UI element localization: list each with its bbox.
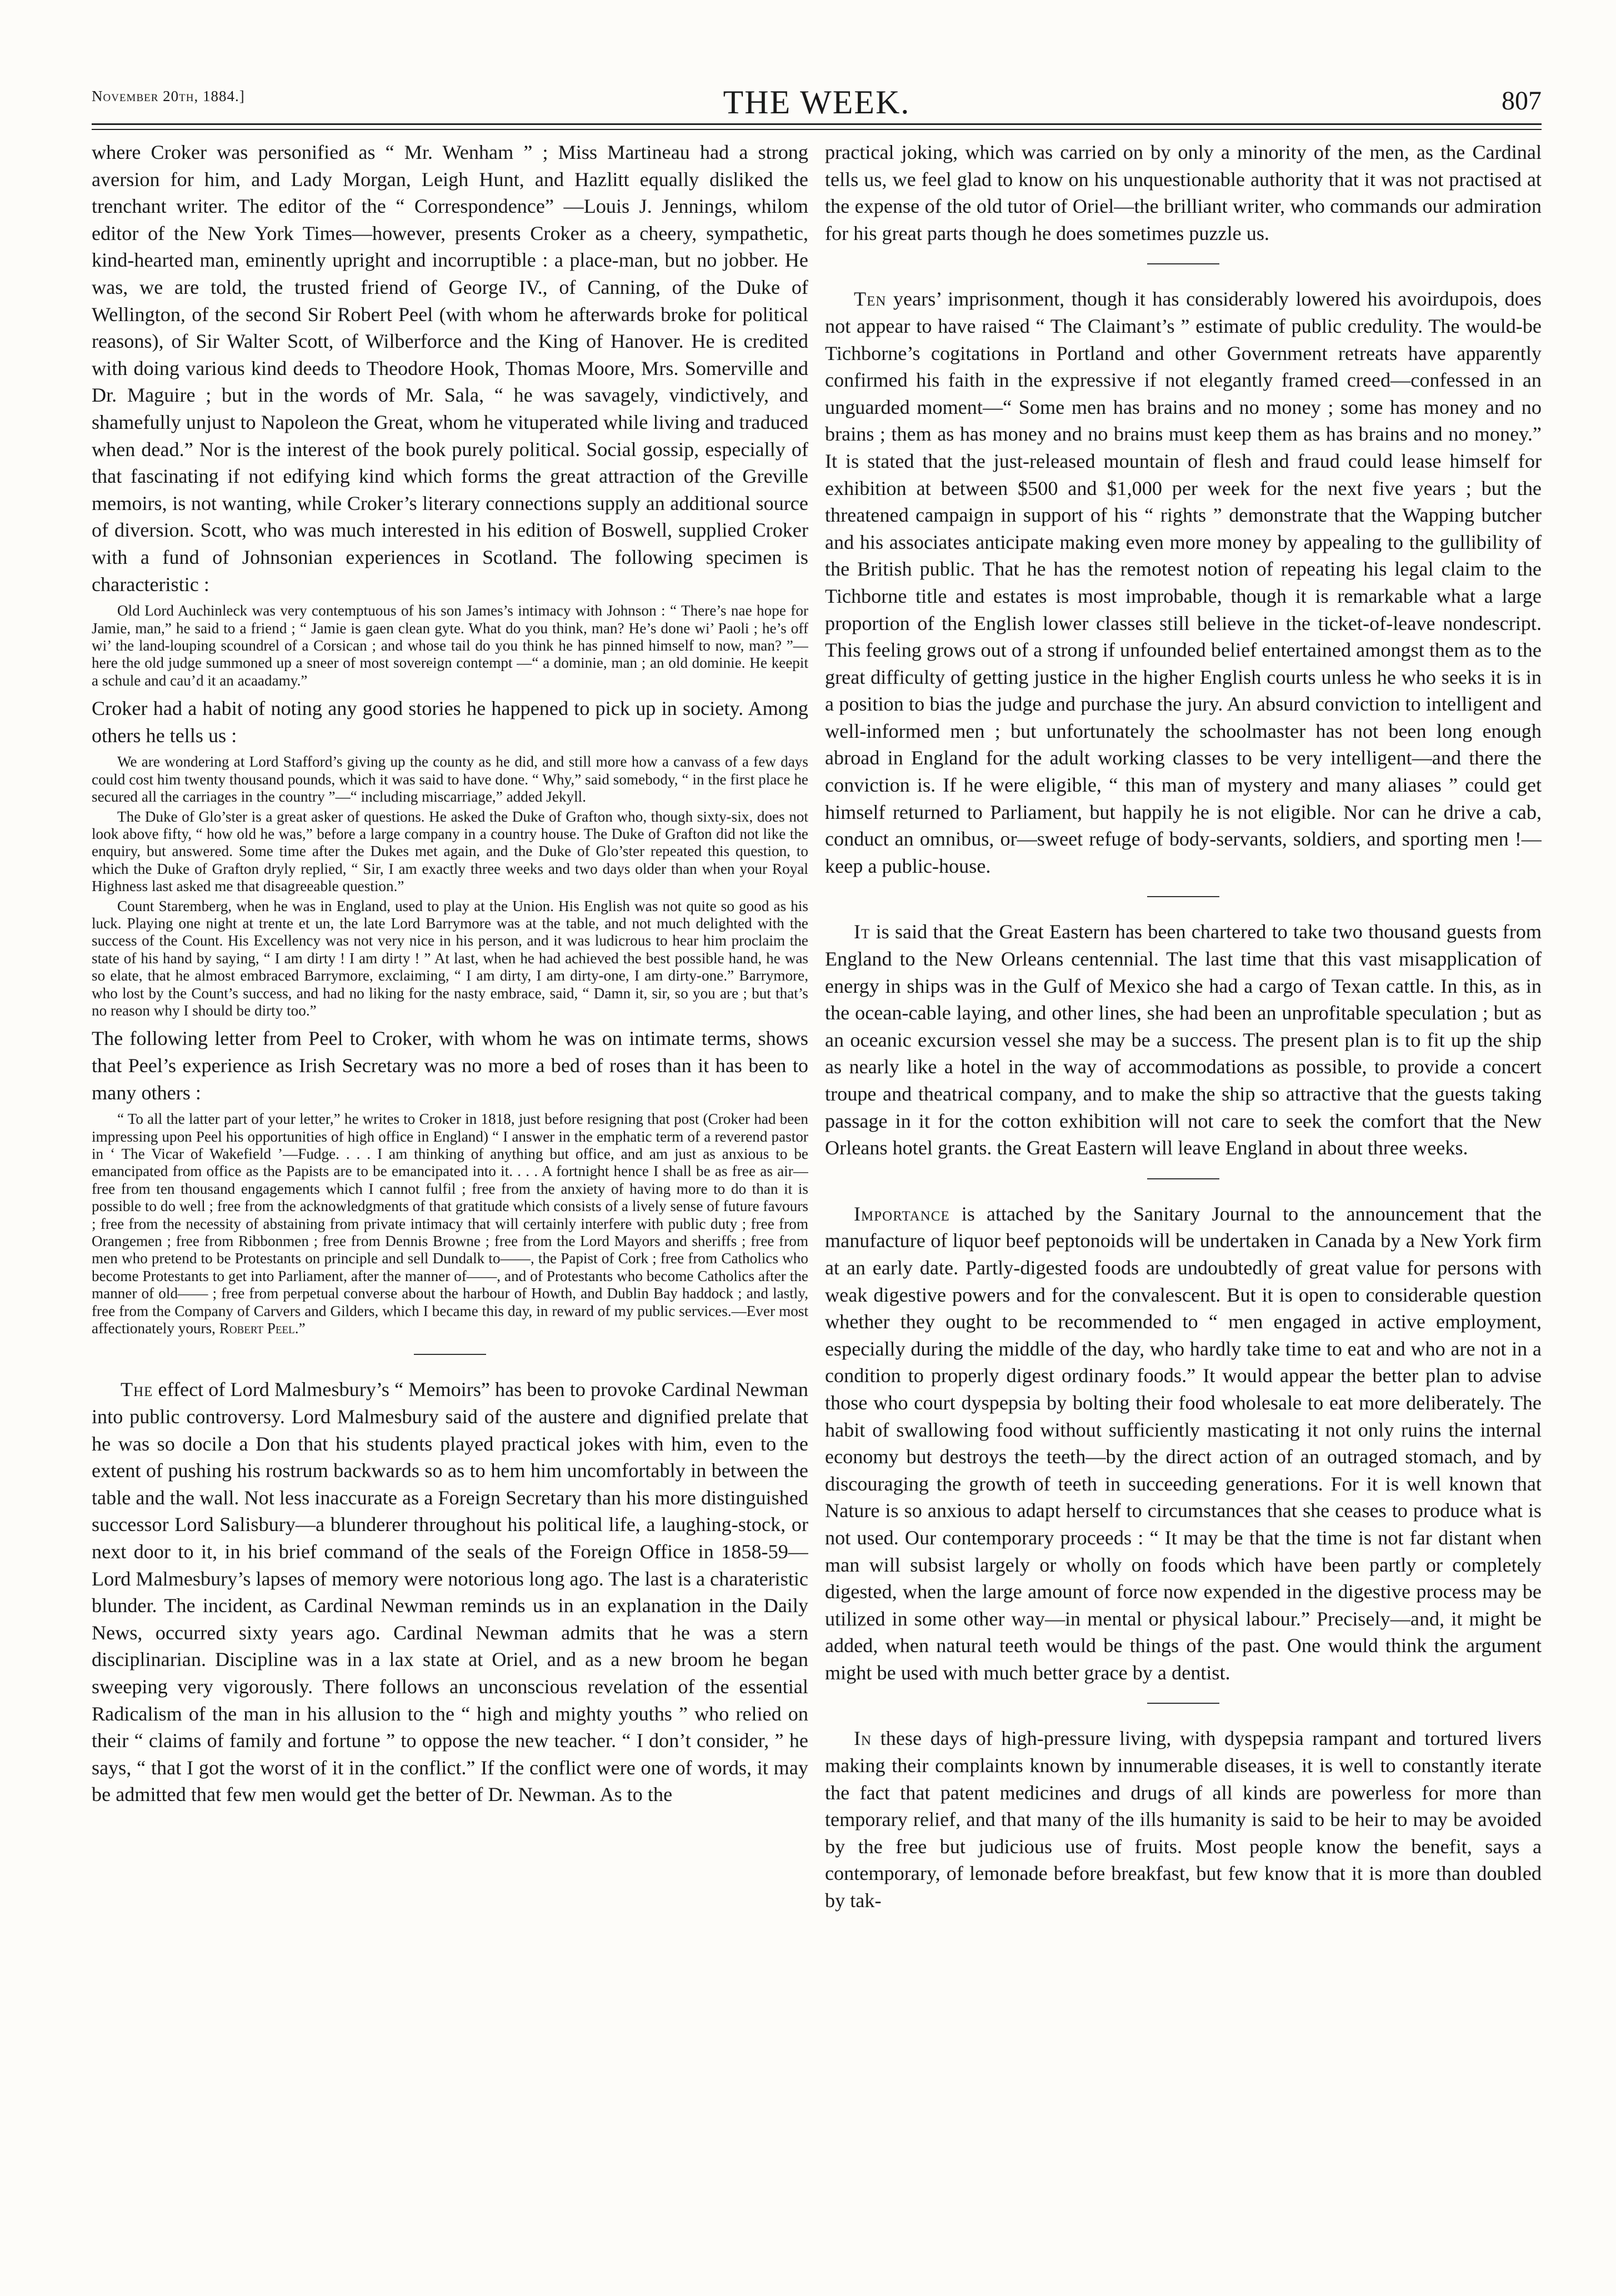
right-column: [825, 139, 1542, 2278]
paragraph-text: effect of Lord Malmesbury’s “ Memoirs” has been to provoke Cardinal Newman into public controversy. Lord Malmesbury said of the austere and dignified prelate that he was so docile a Don that his students played practical jokes with him, even to the extent of pushing his rostrum backwards so as to hem him uncomfortably in between the table and the wall. Not less inaccurate as a Foreign Secretary than his more distinguished successor Lord Salisbury—a blunderer throughout his political life, a laughing-stock, or next door to it, in his brief command of the seals of the Foreign Office in 1858-59—Lord Malmesbury’s lapses of memory were notorious long ago. The last is a charateristic blunder. The incident, as Cardinal Newman reminds us in an explanation in the Daily News, occurred sixty years ago. Cardinal Newman admits that he was a stern disciplinarian. Discipline was in a lax state at Oriel, and as a new broom he began sweeping very vigorously. There follows an unconscious revelation of the essential Radicalism of the man in his allusion to the “ high and mighty youths ” who relied on their “ claims of family and fortune ” to oppose the new teacher. “ I don’t consider, ” he says, “ that I got the worst of it in the conflict.” If the conflict were one of words, it may be admitted that few men would get the better of Dr. Newman. As to the: [92, 1378, 808, 1806]
section-divider: [414, 1354, 486, 1355]
section-divider: [1147, 1703, 1219, 1704]
paragraph-text: is said that the Great Eastern has been chartered to take two thousand guests from England to the New Orleans centennial. The last time that this vast misapplication of energy in ships was in the Gulf of Mexico she had a cargo of Texan cattle. In this, as in the ocean-cable laying, and other lines, she had been an unprofitable speculation ; but as an oceanic excursion vessel she may be a success. The present plan is to fit up the ship as nearly like a hotel in the way of accommodations as possible, to provide a concert troupe and theatrical company, and to make the ship so attractive that the guests taking passage in it for the cotton exhibition will not care to seek the comfort that the New Orleans hotel grants. the Great Eastern will leave England in about three weeks.: [825, 921, 1542, 1159]
paragraph-text: is attached by the Sanitary Journal to the announcement that the manufacture of liquor beef peptonoids will be undertaken in Canada by a New York firm at an early date. Partly-digested foods are undoubtedly of great value for persons with weak digestive powers and for the convalescent. But it is open to considerable question whether they ought to be recommended to “ men engaged in active employment, especially during the middle of the day, who hardly take time to eat and who are not in a condition to properly digest ordinary foods.” It would appear the better plan to advise those who court dyspepsia by bolting their food wholesale to eat more deliberately. The habit of swallowing food without sufficiently masticating it not only ruins the internal economy but destroys the teeth—by the direct action of an outraged stomach, and by discouraging the growth of teeth in succeeding generations. For it is well known that Nature is so anxious to adapt herself to circumstances that she ceases to produce what is not used. Our contemporary proceeds : “ It may be that the time is not far distant when man will subsist largely or wholly on foods which have been partly or completely digested, when the large amount of force now expended in the digestive process may be utilized in some other way—in mental or physical labour.” Precisely—and, it might be added, when natural teeth would be things of the past. One would think the argument might be used with much better grace by a dentist.: [825, 1202, 1542, 1684]
croker-stories-quote: [92, 753, 808, 1019]
malmesbury-paragraph: [92, 1376, 808, 1808]
header-rule-bottom: [92, 129, 1542, 130]
quote-paragraph: We are wondering at Lord Stafford’s giving up the county as he did, and still more how a canvass of a few days could cost him twenty thousand pounds, which it was said to have done. “ Why,” said somebody, “ in the first place he secured all the carriages in the country ”—“ including miscarriage,” added Jekyll.: [92, 753, 808, 806]
auchinleck-quote: [92, 602, 808, 689]
section-divider: [1147, 896, 1219, 897]
great-eastern-paragraph: [825, 918, 1542, 1161]
peel-letter-intro: The following letter from Peel to Croker, with whom he was on intimate terms, shows that Peel’s experience as Irish Secretary was no more a bed of roses than it has been to many others :: [92, 1027, 808, 1104]
paragraph-text: years’ imprisonment, though it has considerably lowered his avoirdupois, does not appear to have raised “ The Claimant’s ” estimate of public credulity. The would-be Tichborne’s cogitations in Portland and other Government retreats have apparently confirmed his faith in the expressive if not elegantly framed creed—confessed in an unguarded moment—“ Some men has brains and no money ; some has money and no brains ; them as has money and no brains must keep them as has brains and no money.” It is stated that the just-released mountain of flesh and fraud could lease himself for exhibition at between $500 and $1,000 per week for the next five years ; but the threatened campaign in support of his “ rights ” demonstrate that the Wapping butcher and his associates anticipate making even more money by appealing to the gullibility of the British public. That he has the remotest notion of repeating his legal claim to the Tichborne title and estates is most improbable, though it is remarkable what a large proportion of the English lower classes still believe in the ticket-of-leave nondescript. This feeling grows out of a strong if unfounded belief entertained amongst them as to the great difficulty of getting justice in the higher English courts unless he who seeks it is in a position to bias the judge and purchase the jury. An absurd conviction to intelligent and well-informed men ; but unfortunately the schoolmaster has not been long enough abroad in England for the adult working classes to be very intelligent—and there the conviction is. If he were eligible, “ this man of mystery and many aliases ” could get himself returned to Parliament, but happily he is not eligible. Nor can he drive a cab, conduct an omnibus, or—sweet refuge of body-servants, soldiers, and sporting men !—keep a public-house.: [825, 288, 1542, 877]
header-rule-top: [92, 123, 1542, 125]
peel-letter-quote: [92, 1111, 808, 1337]
quote-text: “ To all the latter part of your letter,” he writes to Croker in 1818, just before resigning that post (Croker had been impressing upon Peel his opportunities of high office in England) “ I answer in the emphatic term of a reverend pastor in ‘ The Vicar of Wakefield ’—Fudge. . . . I am thinking of anything but office, and am just as anxious to be emancipated from office as the Papists are to be emancipated into it. . . . A fortnight hence I shall be as free as air—free from ten thousand engagements which I cannot fulfil ; free from the anxiety of having more to do than it is possible to do well ; free from the acknowledgments of that gratitude which consists of a lively sense of future favours ; free from the necessity of abstaining from private intimacy that will certainly interfere with public duty ; free from Orangemen ; free from Ribbonmen ; free from Dennis Browne ; free from the Lord Mayors and sheriffs ; free from men who pretend to be Protestants on principle and sell Dundalk to——, the Papist of Cork ; free from Catholics who become Protestants to get into Parliament, after the manner of——, and of Protestants who become Catholics after the manner of old—— ; free from perpetual converse about the harbour of Howth, and Dublin Bay haddock ; and lastly, free from the Company of Carvers and Gilders, which I became this day, in reward of my public services.—Ever most affectionately yours,: [92, 1111, 808, 1337]
lead-word: In: [854, 1727, 872, 1750]
page-header: [92, 83, 1542, 122]
left-column: [92, 139, 808, 2278]
quote-paragraph: Old Lord Auchinleck was very contemptuous of his son James’s intimacy with Johnson : “ There’s nae hope for Jamie, man,” he said to a friend ; “ Jamie is gaen clean gyte. What do you think, man? He’s done wi’ Paoli ; he’s off wi’ the land-louping scoundrel of a Corsican ; and whose tail do you think he has pinned himself to now, man? ”—here the old judge summoned up a sneer of most sovereign contempt —“ a dominie, man ; an old dominie. He keepit a schule and cau’d it an acaadamy.”: [92, 602, 808, 689]
section-divider: [1147, 1178, 1219, 1179]
lead-word: Importance: [854, 1202, 950, 1225]
paragraph-text: these days of high-pressure living, with dyspepsia rampant and tortured livers making their complaints known by innumerable diseases, it is well to constantly iterate the fact that patent medicines and drugs of all kinds are powerless for more than temporary relief, and that many of the ills humanity is said to be heir to may be avoided by the free but judicious use of fruits. Most people know the benefit, says a contemporary, of lemonade before breakfast, but few know that it is more than doubled by tak-: [825, 1727, 1542, 1912]
lead-word: Ten: [854, 288, 887, 311]
quote-paragraph: Count Staremberg, when he was in England, used to play at the Union. His English was not quite so good as his luck. Playing one night at trente et un, the late Lord Barrymore was at the table, and not much delighted with the success of the Count. His Excellency was not very nice in his person, and it was ludicrous to hear him proclaim the state of his hand by saying, “ I am dirty ! I am dirty ! ” At last, when he had achieved the best possible hand, he was so elate, that he almost embraced Barrymore, exclaiming, “ I am dirty, I am dirty-one, I am dirty-one.” Barrymore, who lost by the Count’s success, and had no liking for the nasty embrace, said, “ Damn it, sir, so you are ; but that’s no reason why I should be dirty too.”: [92, 897, 808, 1019]
page-number: 807: [1502, 86, 1542, 116]
claimant-paragraph: [825, 286, 1542, 879]
croker-paragraph: where Croker was personified as “ Mr. Wenham ” ; Miss Martineau had a strong aversion for him, and Lady Morgan, Leigh Hunt, and Hazlitt equally disliked the trenchant writer. The editor of the “ Correspondence” —Louis J. Jennings, whilom editor of the New York Times—however, presents Croker as a cheery, sympathetic, kind-hearted man, eminently upright and incorruptible : a place-man, but no jobber. He was, we are told, the trusted friend of George IV., of Canning, of the Duke of Wellington, of the second Sir Robert Peel (with whom he afterwards broke for political reasons), of Sir Walter Scott, of Wilberforce and the King of Hanover. He is credited with doing various kind deeds to Theodore Hook, Thomas Moore, Mrs. Somerville and Dr. Maguire ; but in the words of Mr. Sala, “ he was savagely, vindictively, and shamefully unjust to Napoleon the Great, whom he vituperated while living and traduced when dead.” Nor is the interest of the book purely political. Social gossip, especially of that fascinating if not edifying kind which forms the great attraction of the Greville memoirs, is not wanting, while Croker’s literary connections supply an additional source of diversion. Scott, who was much interested in his edition of Boswell, supplied Croker with a fund of Johnsonian experiences in Scotland. The following specimen is characteristic :: [92, 141, 808, 596]
quote-paragraph: [92, 1111, 808, 1337]
lead-word: It: [854, 921, 870, 943]
section-divider: [1147, 263, 1219, 264]
croker-stories-paragraph: Croker had a habit of noting any good stories he happened to pick up in society. Among others he tells us :: [92, 697, 808, 747]
peptonoids-paragraph: [825, 1200, 1542, 1687]
issue-date: November 20th, 1884.]: [92, 88, 245, 104]
lead-word: The: [121, 1378, 153, 1401]
quote-paragraph: The Duke of Glo’ster is a great asker of questions. He asked the Duke of Grafton who, though sixty-six, does not look above fifty, “ how old he was,” before a large company in a country house. The Duke of Grafton did not like the enquiry, but answered. Some time after the Dukes met again, and the Duke of Glo’ster repeated this question, to which the Duke of Grafton dryly replied, “ Sir, I am exactly three weeks and two days older than when your Royal Highness last asked me that disagreeable question.”: [92, 808, 808, 895]
letter-signature: Robert Peel.”: [219, 1320, 306, 1337]
newman-continued-paragraph: practical joking, which was carried on by only a minority of the men, as the Cardinal tells us, we feel glad to know on his unquestionable authority that it was not practised at the expense of the old tutor of Oriel—the brilliant writer, who commands our admiration for his great parts though he does sometimes puzzle us.: [825, 141, 1542, 244]
fruits-paragraph: [825, 1725, 1542, 1914]
masthead-title: THE WEEK.: [723, 84, 910, 121]
